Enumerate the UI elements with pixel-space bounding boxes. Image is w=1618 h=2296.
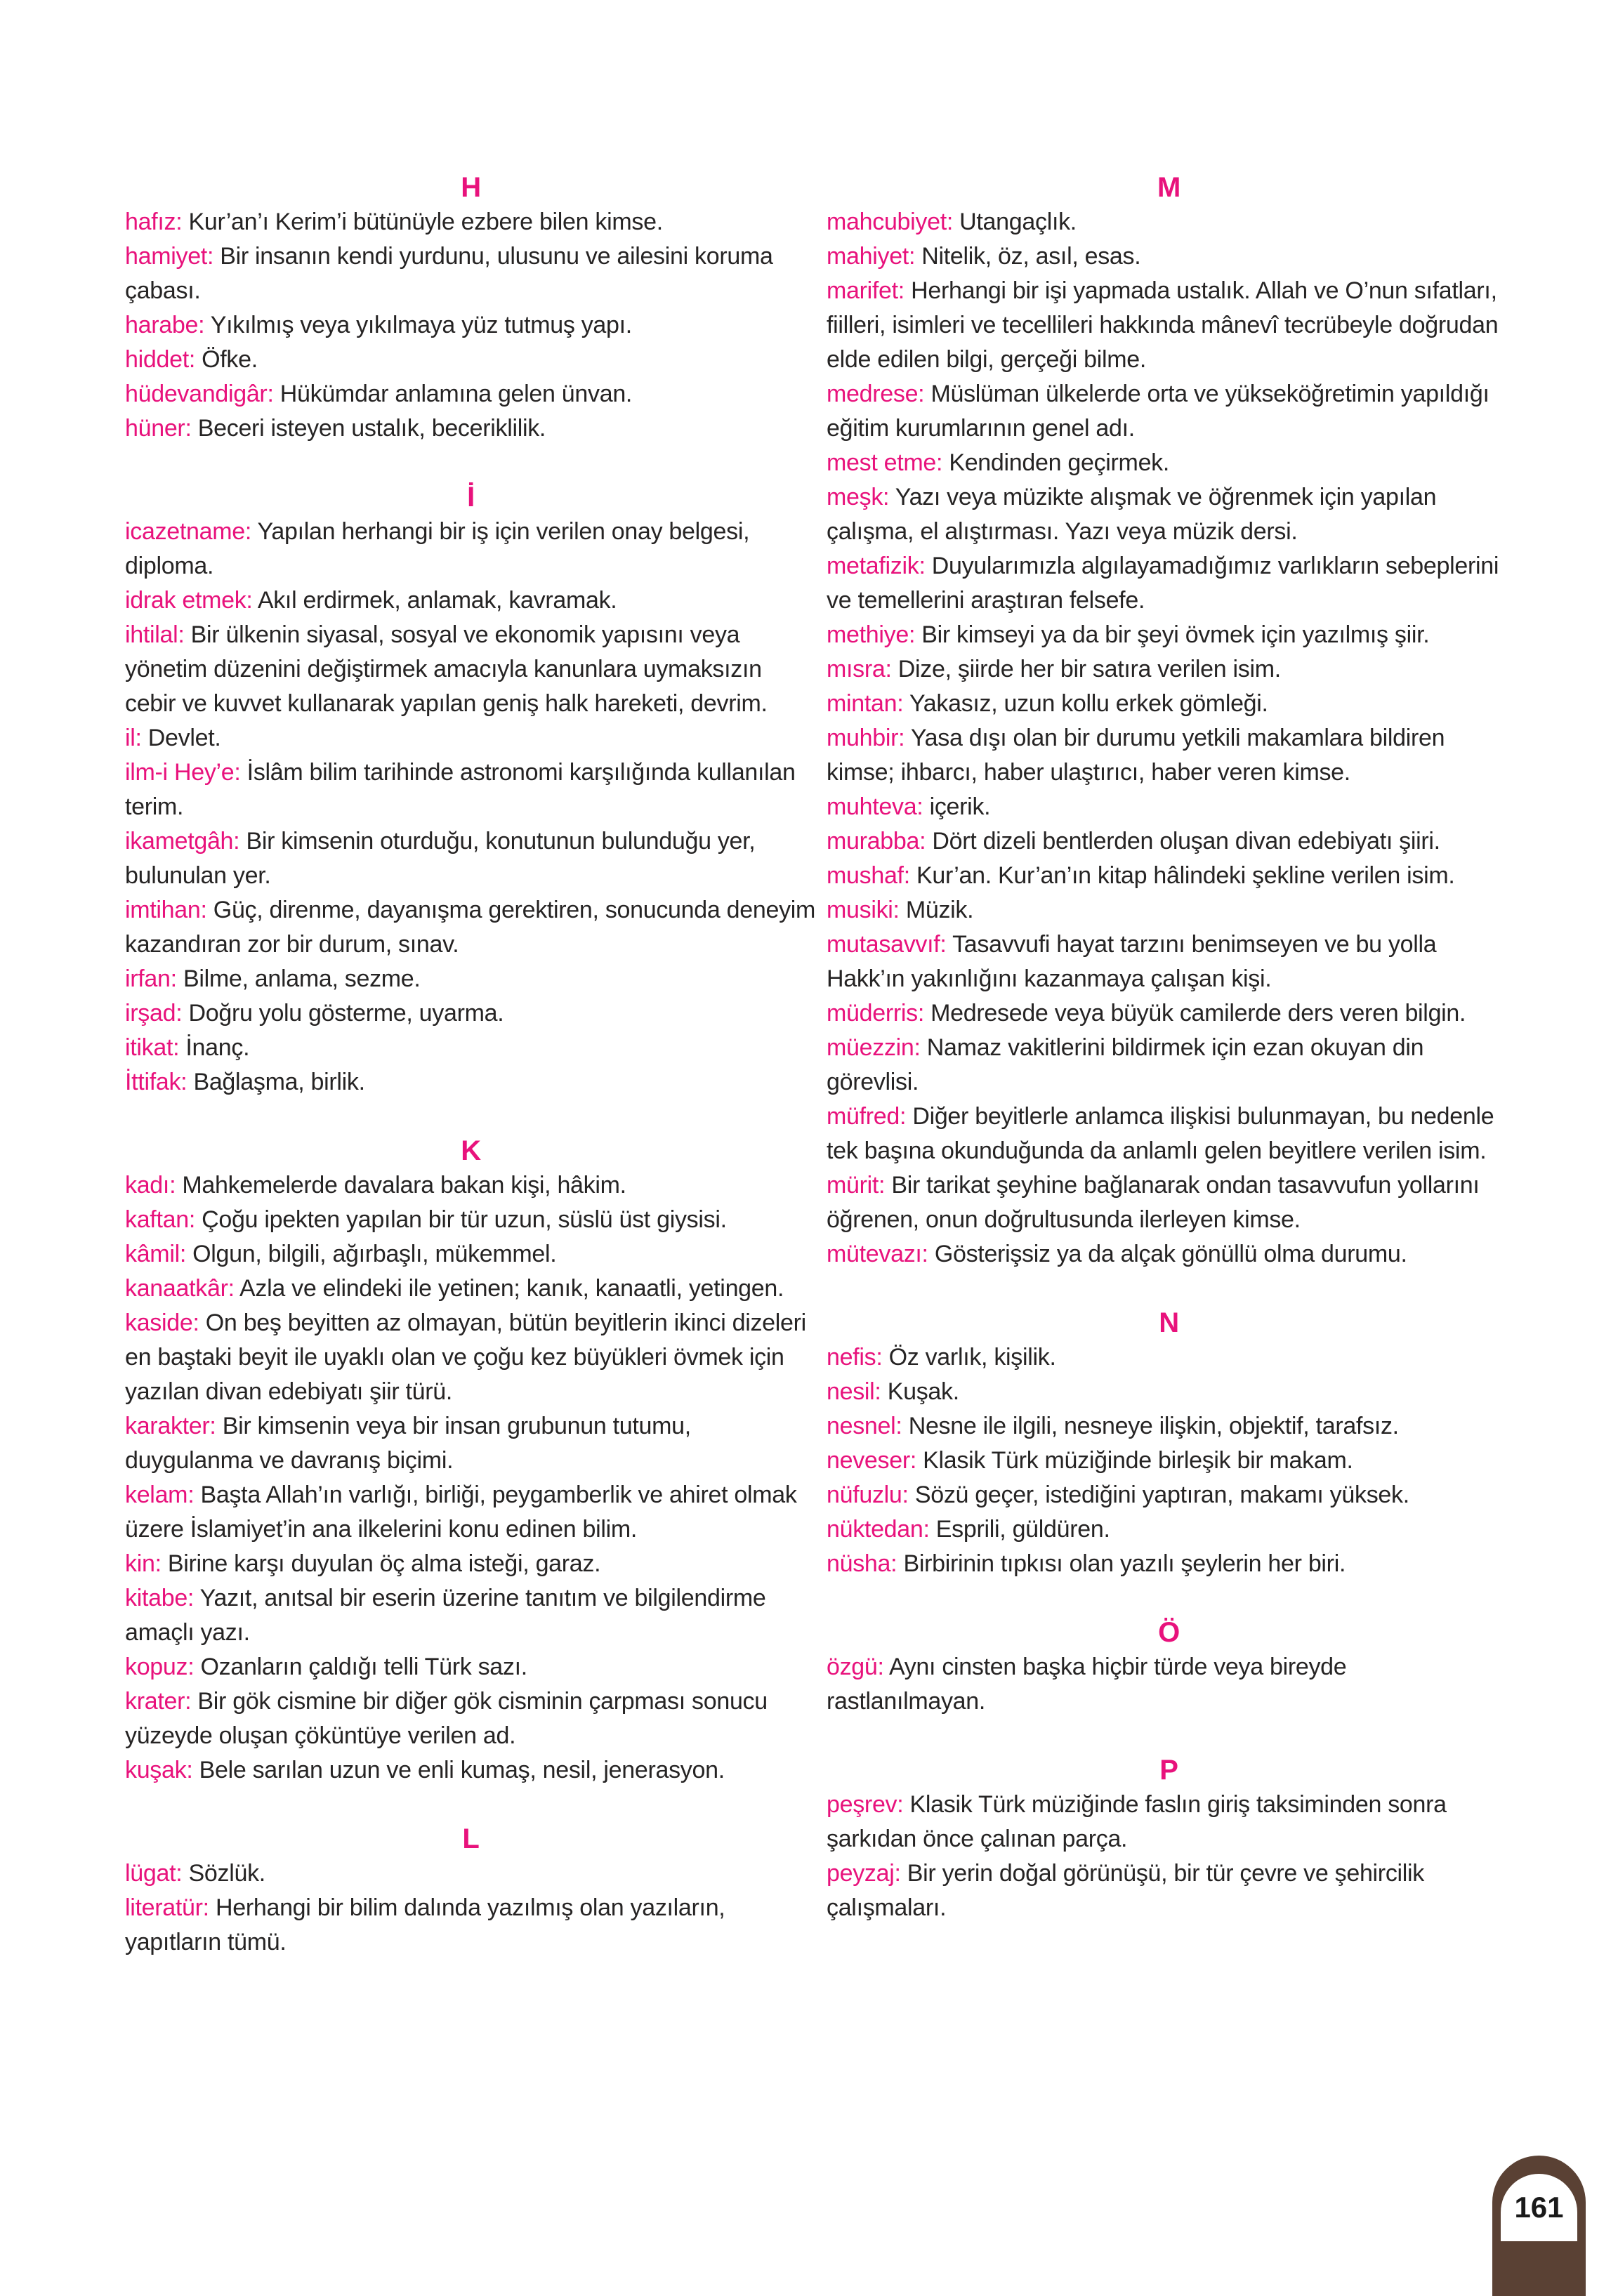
- entry-term: muhteva:: [827, 793, 923, 820]
- entry-term: kitabe:: [125, 1585, 195, 1611]
- entry-definition: Bir yerin doğal görünüşü, bir tür çevre ve şehircilik çalışmaları.: [827, 1860, 1424, 1921]
- glossary-entry: [827, 1512, 1511, 1547]
- page-number: 161: [1501, 2174, 1577, 2241]
- entry-term: musiki:: [827, 897, 900, 923]
- section-header-K: K: [461, 1135, 481, 1166]
- entry-term: hamiyet:: [125, 243, 214, 270]
- entry-term: nefis:: [827, 1344, 883, 1371]
- entry-definition: içerik.: [923, 793, 991, 820]
- entry-term: kadı:: [125, 1172, 176, 1199]
- glossary-entry: [125, 1409, 817, 1478]
- section-header-H: H: [461, 172, 481, 203]
- entry-term: meşk:: [827, 484, 890, 510]
- entry-definition: Azla ve elindeki ile yetinen; kanık, kanaatli, yetingen.: [234, 1275, 784, 1302]
- entry-definition: Bir kimseyi ya da bir şeyi övmek için yazılmış şiir.: [915, 621, 1430, 648]
- entry-definition: Birbirinin tıpkısı olan yazılı şeylerin her biri.: [897, 1550, 1346, 1577]
- glossary-entry: [827, 205, 1511, 239]
- glossary-entry: [125, 1650, 817, 1684]
- entry-term: müezzin:: [827, 1034, 921, 1061]
- entry-definition: Bir ülkenin siyasal, sosyal ve ekonomik yapısını veya yönetim düzenini değiştirmek amacıyla kanunlara uymaksızın cebir ve kuvvet kullanarak yapılan geniş halk hareketi, devrim.: [125, 621, 768, 717]
- glossary-entry: [827, 721, 1511, 790]
- entry-term: kâmil:: [125, 1241, 186, 1267]
- glossary-entry: [125, 1065, 817, 1100]
- entry-term: mahiyet:: [827, 243, 916, 270]
- entry-definition: Nitelik, öz, asıl, esas.: [915, 243, 1141, 270]
- entry-definition: Kuşak.: [881, 1378, 959, 1405]
- entry-definition: Utangaçlık.: [953, 209, 1077, 235]
- entry-term: metafizik:: [827, 553, 926, 579]
- glossary-entry: [827, 239, 1511, 274]
- glossary-entry: [827, 859, 1511, 893]
- entry-definition: Başta Allah’ın varlığı, birliği, peygamberlik ve ahiret olmak üzere İslamiyet’in ana ilkelerini konu edinen bilim.: [125, 1482, 797, 1543]
- entry-term: nüktedan:: [827, 1516, 930, 1543]
- entry-definition: Bağlaşma, birlik.: [187, 1069, 365, 1095]
- glossary-entry: [827, 893, 1511, 928]
- glossary-entry: [125, 1856, 817, 1891]
- glossary-entry: [125, 756, 817, 824]
- entry-term: il:: [125, 725, 142, 751]
- entry-definition: Duyularımızla algılayamadığımız varlıkların sebeplerini ve temellerini araştıran felsefe.: [827, 553, 1499, 614]
- glossary-entry: [827, 1375, 1511, 1409]
- glossary-entry: [827, 790, 1511, 824]
- glossary-entry: [125, 1203, 817, 1237]
- entry-term: muhbir:: [827, 725, 905, 751]
- entry-term: özgü:: [827, 1654, 884, 1680]
- glossary-entry: [827, 824, 1511, 859]
- glossary-entry: [125, 205, 817, 239]
- entry-definition: Hükümdar anlamına gelen ünvan.: [273, 381, 633, 407]
- glossary-entry: [827, 446, 1511, 480]
- entry-term: methiye:: [827, 621, 916, 648]
- glossary-entry: [827, 1168, 1511, 1237]
- entry-definition: Kur’an’ı Kerim’i bütünüyle ezbere bilen kimse.: [182, 209, 663, 235]
- glossary-entry: [125, 1031, 817, 1065]
- glossary-left-column: [125, 171, 817, 1960]
- glossary-entry: [827, 377, 1511, 446]
- entry-term: mushaf:: [827, 862, 910, 889]
- glossary-entry: [125, 824, 817, 893]
- entry-definition: Devlet.: [141, 725, 221, 751]
- glossary-entry: [827, 549, 1511, 618]
- glossary-entry: [125, 583, 817, 618]
- glossary-entry: [125, 1237, 817, 1272]
- entry-term: idrak etmek:: [125, 587, 253, 614]
- entry-definition: Klasik Türk müziğinde birleşik bir makam.: [916, 1447, 1353, 1474]
- entry-term: hüner:: [125, 415, 192, 442]
- glossary-entry: [827, 1547, 1511, 1581]
- entry-definition: Yıkılmış veya yıkılmaya yüz tutmuş yapı.: [204, 312, 632, 338]
- entry-definition: Herhangi bir işi yapmada ustalık. Allah ve O’nun sıfatları, fiilleri, isimleri ve tecellileri hakkında mânevî tecrübeyle doğrudan elde edilen bilgi, gerçeği bilme.: [827, 277, 1499, 373]
- entry-term: ihtilal:: [125, 621, 185, 648]
- entry-definition: Sözlük.: [182, 1860, 265, 1887]
- glossary-entry: [827, 1444, 1511, 1478]
- entry-term: kin:: [125, 1550, 162, 1577]
- glossary-entry: [125, 308, 817, 343]
- entry-definition: Medresede veya büyük camilerde ders veren bilgin.: [924, 1000, 1466, 1027]
- glossary-entry: [125, 1168, 817, 1203]
- glossary-entry: [827, 996, 1511, 1031]
- entry-term: peşrev:: [827, 1791, 904, 1818]
- entry-term: krater:: [125, 1688, 192, 1715]
- glossary-entry: [125, 1478, 817, 1547]
- entry-term: hüdevandigâr:: [125, 381, 274, 407]
- entry-definition: Çoğu ipekten yapılan bir tür uzun, süslü üst giysisi.: [195, 1206, 727, 1233]
- section-header-N: N: [1159, 1307, 1179, 1338]
- glossary-entry: [125, 411, 817, 446]
- entry-definition: Olgun, bilgili, ağırbaşlı, mükemmel.: [186, 1241, 557, 1267]
- entry-term: ikametgâh:: [125, 828, 240, 855]
- entry-definition: Kur’an. Kur’an’ın kitap hâlindeki şekline verilen isim.: [909, 862, 1455, 889]
- entry-term: nüfuzlu:: [827, 1482, 909, 1508]
- entry-term: mahcubiyet:: [827, 209, 954, 235]
- entry-definition: Esprili, güldüren.: [929, 1516, 1110, 1543]
- entry-term: müderris:: [827, 1000, 924, 1027]
- entry-definition: Bir insanın kendi yurdunu, ulusunu ve ailesini koruma çabası.: [125, 243, 773, 304]
- entry-definition: Dize, şiirde her bir satıra verilen isim.: [891, 656, 1281, 682]
- glossary-entry: [827, 1478, 1511, 1512]
- entry-term: müfred:: [827, 1103, 907, 1130]
- entry-term: mutasavvıf:: [827, 931, 947, 958]
- entry-definition: Yapılan herhangi bir iş için verilen onay belgesi, diploma.: [125, 518, 750, 579]
- entry-definition: Dört dizeli bentlerden oluşan divan edebiyatı şiiri.: [926, 828, 1440, 855]
- entry-definition: Mahkemelerde davalara bakan kişi, hâkim.: [176, 1172, 626, 1199]
- entry-term: mürit:: [827, 1172, 886, 1199]
- entry-definition: Beceri isteyen ustalık, beceriklilik.: [191, 415, 546, 442]
- entry-term: medrese:: [827, 381, 925, 407]
- glossary-entry: [827, 480, 1511, 549]
- entry-term: nüsha:: [827, 1550, 897, 1577]
- entry-definition: Bir gök cismine bir diğer gök cisminin çarpması sonucu yüzeyde oluşan çöküntüye verilen ad.: [125, 1688, 768, 1749]
- glossary-entry: [125, 1306, 817, 1409]
- glossary-entry: [125, 1547, 817, 1581]
- glossary-entry: [827, 687, 1511, 721]
- entry-term: mütevazı:: [827, 1241, 928, 1267]
- entry-definition: Bir kimsenin oturduğu, konutunun bulunduğu yer, bulunulan yer.: [125, 828, 756, 889]
- entry-term: mest etme:: [827, 449, 943, 476]
- entry-definition: Yasa dışı olan bir durumu yetkili makamlara bildiren kimse; ihbarcı, haber ulaştırıcı, haber veren kimse.: [827, 725, 1445, 786]
- entry-term: kaside:: [125, 1309, 199, 1336]
- entry-term: mısra:: [827, 656, 892, 682]
- entry-definition: İnanç.: [179, 1034, 250, 1061]
- section-header-İ: İ: [467, 482, 475, 513]
- entry-definition: Gösterişsiz ya da alçak gönüllü olma durumu.: [928, 1241, 1407, 1267]
- glossary-entry: [827, 1100, 1511, 1168]
- glossary-entry: [827, 652, 1511, 687]
- entry-definition: Öz varlık, kişilik.: [882, 1344, 1056, 1371]
- entry-definition: Bilme, anlama, sezme.: [176, 965, 421, 992]
- entry-term: irfan:: [125, 965, 177, 992]
- entry-definition: Müslüman ülkelerde orta ve yükseköğretimin yapıldığı eğitim kurumlarının genel adı.: [827, 381, 1489, 442]
- entry-definition: Bir kimsenin veya bir insan grubunun tutumu, duygulanma ve davranış biçimi.: [125, 1413, 691, 1474]
- entry-term: imtihan:: [125, 897, 207, 923]
- entry-definition: Ozanların çaldığı telli Türk sazı.: [194, 1654, 527, 1680]
- section-header-L: L: [462, 1823, 480, 1854]
- glossary-entry: [827, 928, 1511, 996]
- entry-term: itikat:: [125, 1034, 180, 1061]
- glossary-entry: [125, 1581, 817, 1650]
- entry-definition: Yakasız, uzun kollu erkek gömleği.: [903, 690, 1268, 717]
- entry-term: karakter:: [125, 1413, 216, 1439]
- entry-definition: Herhangi bir bilim dalında yazılmış olan yazıların, yapıtların tümü.: [125, 1894, 725, 1955]
- entry-definition: Birine karşı duyulan öç alma isteği, garaz.: [161, 1550, 601, 1577]
- glossary-entry: [125, 721, 817, 756]
- entry-definition: On beş beyitten az olmayan, bütün beyitlerin ikinci dizeleri en baştaki beyit ile uyaklı olan ve çoğu kez büyükleri övmek için yazılan divan edebiyatı şiir türü.: [125, 1309, 806, 1405]
- entry-definition: İslâm bilim tarihinde astronomi karşılığında kullanılan terim.: [125, 759, 796, 820]
- glossary-entry: [827, 1409, 1511, 1444]
- glossary-entry: [125, 1272, 817, 1306]
- section-header-P: P: [1159, 1755, 1178, 1786]
- glossary-entry: [125, 618, 817, 721]
- entry-term: mintan:: [827, 690, 904, 717]
- entry-term: harabe:: [125, 312, 205, 338]
- entry-definition: Klasik Türk müziğinde faslın giriş taksiminden sonra şarkıdan önce çalınan parça.: [827, 1791, 1447, 1852]
- glossary-entry: [125, 377, 817, 411]
- entry-term: hiddet:: [125, 346, 195, 373]
- entry-term: ilm-i Hey’e:: [125, 759, 241, 786]
- entry-term: İttifak:: [125, 1069, 188, 1095]
- entry-definition: Öfke.: [195, 346, 258, 373]
- entry-term: kanaatkâr:: [125, 1275, 235, 1302]
- glossary-entry: [125, 962, 817, 996]
- entry-definition: Doğru yolu gösterme, uyarma.: [182, 1000, 504, 1027]
- entry-term: kopuz:: [125, 1654, 195, 1680]
- entry-term: hafız:: [125, 209, 183, 235]
- glossary-entry: [827, 1856, 1511, 1925]
- glossary-entry: [827, 1650, 1511, 1719]
- entry-term: nesnel:: [827, 1413, 902, 1439]
- glossary-entry: [125, 1891, 817, 1960]
- glossary-entry: [827, 1340, 1511, 1375]
- glossary-entry: [125, 1684, 817, 1753]
- entry-definition: Diğer beyitlerle anlamca ilişkisi bulunmayan, bu nedenle tek başına okunduğunda da anlamlı gelen beyitlere verilen isim.: [827, 1103, 1494, 1164]
- entry-term: icazetname:: [125, 518, 252, 545]
- entry-definition: Tasavvufi hayat tarzını benimseyen ve bu yolla Hakk’ın yakınlığını kazanmaya çalışan kişi.: [827, 931, 1437, 992]
- entry-definition: Yazı veya müzikte alışmak ve öğrenmek için yapılan çalışma, el alıştırması. Yazı veya müzik dersi.: [827, 484, 1437, 545]
- entry-definition: Müzik.: [899, 897, 974, 923]
- section-header-Ö: Ö: [1158, 1617, 1180, 1648]
- glossary-entry: [125, 239, 817, 308]
- glossary-entry: [827, 618, 1511, 652]
- glossary-entry: [125, 515, 817, 583]
- entry-definition: Bir tarikat şeyhine bağlanarak ondan tasavvufun yollarını öğrenen, onun doğrultusunda ilerleyen kimse.: [827, 1172, 1480, 1233]
- page-number-badge: [1492, 2156, 1586, 2296]
- glossary-entry: [125, 343, 817, 377]
- entry-term: kuşak:: [125, 1757, 193, 1783]
- glossary-entry: [827, 1237, 1511, 1272]
- glossary-entry: [125, 1753, 817, 1788]
- glossary-entry: [827, 1031, 1511, 1100]
- entry-definition: Bele sarılan uzun ve enli kumaş, nesil, jenerasyon.: [192, 1757, 725, 1783]
- entry-definition: Nesne ile ilgili, nesneye ilişkin, objektif, tarafsız.: [902, 1413, 1399, 1439]
- entry-definition: Aynı cinsten başka hiçbir türde veya bireyde rastlanılmayan.: [827, 1654, 1347, 1715]
- glossary-entry: [125, 893, 817, 962]
- glossary-entry: [827, 274, 1511, 377]
- entry-definition: Sözü geçer, istediğini yaptıran, makamı yüksek.: [908, 1482, 1409, 1508]
- entry-definition: Namaz vakitlerini bildirmek için ezan okuyan din görevlisi.: [827, 1034, 1424, 1095]
- entry-term: kelam:: [125, 1482, 195, 1508]
- entry-term: irşad:: [125, 1000, 183, 1027]
- entry-definition: Akıl erdirmek, anlamak, kavramak.: [252, 587, 617, 614]
- entry-term: nesil:: [827, 1378, 881, 1405]
- entry-definition: Yazıt, anıtsal bir eserin üzerine tanıtım ve bilgilendirme amaçlı yazı.: [125, 1585, 766, 1646]
- glossary-entry: [827, 1788, 1511, 1856]
- glossary-entry: [125, 996, 817, 1031]
- glossary-right-column: [827, 171, 1511, 1925]
- entry-term: literatür:: [125, 1894, 209, 1921]
- entry-term: murabba:: [827, 828, 926, 855]
- entry-term: peyzaj:: [827, 1860, 901, 1887]
- entry-term: lügat:: [125, 1860, 183, 1887]
- entry-term: neveser:: [827, 1447, 917, 1474]
- entry-definition: Kendinden geçirmek.: [942, 449, 1170, 476]
- entry-term: kaftan:: [125, 1206, 195, 1233]
- section-header-M: M: [1157, 172, 1181, 203]
- entry-term: marifet:: [827, 277, 905, 304]
- entry-definition: Güç, direnme, dayanışma gerektiren, sonucunda deneyim kazandıran zor bir durum, sınav.: [125, 897, 816, 958]
